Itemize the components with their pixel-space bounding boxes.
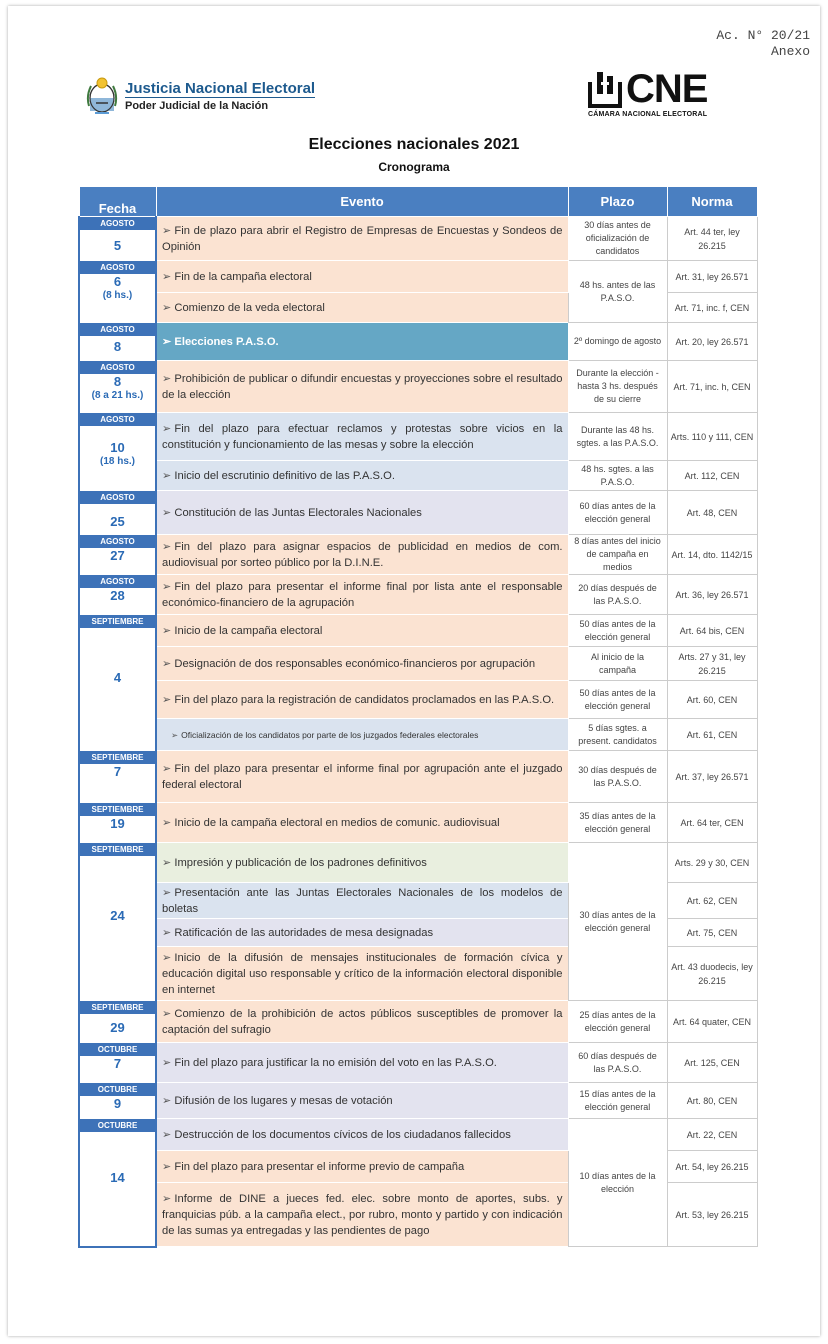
event-cell: ➢ Constitución de las Juntas Electorales Nacionales <box>156 491 568 535</box>
table-row <box>79 843 757 883</box>
event-cell: ➢ Fin del plazo para presentar el informe previo de campaña <box>156 1151 568 1183</box>
norma-cell: Art. 71, inc. f, CEN <box>667 293 757 323</box>
plazo-cell: 20 días después de las P.A.S.O. <box>568 575 667 615</box>
event-cell: ➢ Difusión de los lugares y mesas de votación <box>156 1083 568 1119</box>
norma-cell: Art. 48, CEN <box>667 491 757 535</box>
norma-cell: Art. 43 duodecis, ley 26.215 <box>667 947 757 1001</box>
event-cell: ➢ Fin de la campaña electoral <box>156 261 568 293</box>
norma-cell: Art. 14, dto. 1142/15 <box>667 535 757 575</box>
norma-cell: Art. 54, ley 26.215 <box>667 1151 757 1183</box>
norma-cell: Arts. 110 y 111, CEN <box>667 413 757 461</box>
norma-cell: Art. 62, CEN <box>667 883 757 919</box>
document-subtitle: Cronograma <box>378 160 450 174</box>
norma-cell: Art. 37, ley 26.571 <box>667 751 757 803</box>
ref-number: Ac. N° 20/21 <box>716 28 810 43</box>
plazo-cell: 50 días antes de la elección general <box>568 681 667 719</box>
date-cell: OCTUBRE 9 <box>79 1083 156 1119</box>
table-row <box>79 1083 757 1119</box>
header-fecha: Fecha <box>79 187 156 217</box>
plazo-cell: 30 días antes de oficialización de candidatos <box>568 217 667 261</box>
event-cell: ➢ Inicio de la campaña electoral <box>156 615 568 647</box>
event-cell: ➢ Designación de dos responsables económico-financieros por agrupación <box>156 647 568 681</box>
event-cell: ➢ Inicio de la campaña electoral en medios de comunic. audiovisual <box>156 803 568 843</box>
document-reference <box>716 28 810 60</box>
event-cell: ➢ Impresión y publicación de los padrones definitivos <box>156 843 568 883</box>
cne-subtitle: CÁMARA NACIONAL ELECTORAL <box>588 111 708 118</box>
header-norma: Norma <box>667 187 757 217</box>
table-row <box>79 535 757 575</box>
plazo-cell: 35 días antes de la elección general <box>568 803 667 843</box>
event-cell: ➢ Oficialización de los candidatos por parte de los juzgados federales electorales <box>156 719 568 751</box>
norma-cell: Art. 112, CEN <box>667 461 757 491</box>
date-cell: AGOSTO 10 (18 hs.) <box>79 413 156 491</box>
norma-cell: Art. 31, ley 26.571 <box>667 261 757 293</box>
plazo-cell: 30 días antes de la elección general <box>568 843 667 1001</box>
org-title: Justicia Nacional Electoral <box>125 79 316 97</box>
table-row <box>79 261 757 293</box>
plazo-cell: Durante la elección - hasta 3 hs. después de su cierre <box>568 361 667 413</box>
event-cell: ➢ Inicio de la difusión de mensajes institucionales de formación cívica y educación digital uso responsable y crítico de la información electoral disponible en internet <box>156 947 568 1001</box>
event-cell: ➢ Fin del plazo para la registración de candidatos proclamados en las P.A.S.O. <box>156 681 568 719</box>
ballot-box-icon <box>588 70 622 108</box>
date-cell: SEPTIEMBRE 29 <box>79 1001 156 1043</box>
date-cell: AGOSTO 27 <box>79 535 156 575</box>
event-cell: ➢ Fin del plazo para justificar la no emisión del voto en las P.A.S.O. <box>156 1043 568 1083</box>
norma-cell: Art. 64 ter, CEN <box>667 803 757 843</box>
plazo-cell: Durante las 48 hs. sgtes. a las P.A.S.O. <box>568 413 667 461</box>
table-row <box>79 615 757 647</box>
table-row <box>79 361 757 413</box>
argentina-seal-icon <box>85 76 119 116</box>
plazo-cell: 25 días antes de la elección general <box>568 1001 667 1043</box>
event-cell: ➢ Prohibición de publicar o difundir encuestas y proyecciones sobre el resultado de la elección <box>156 361 568 413</box>
event-cell: ➢ Fin de plazo para abrir el Registro de Empresas de Encuestas y Sondeos de Opinión <box>156 217 568 261</box>
event-cell: ➢ Comienzo de la veda electoral <box>156 293 568 323</box>
table-row <box>79 751 757 803</box>
cne-wordmark: CNE <box>626 67 708 111</box>
table-row <box>79 719 757 751</box>
table-row <box>79 323 757 361</box>
norma-cell: Art. 64 bis, CEN <box>667 615 757 647</box>
table-row <box>79 1043 757 1083</box>
plazo-cell: 48 hs. sgtes. a las P.A.S.O. <box>568 461 667 491</box>
date-cell: AGOSTO 25 <box>79 491 156 535</box>
date-cell: AGOSTO 8 (8 a 21 hs.) <box>79 361 156 413</box>
event-cell: ➢ Informe de DINE a jueces fed. elec. sobre monto de aportes, subs. y franquicias púb. a la campaña elect., por rubro, monto y partido y con indicación de las sumas ya entregadas y las pendientes de pago <box>156 1183 568 1247</box>
event-cell: ➢ Destrucción de los documentos cívicos de los ciudadanos fallecidos <box>156 1119 568 1151</box>
table-row <box>79 1001 757 1043</box>
norma-cell: Art. 80, CEN <box>667 1083 757 1119</box>
table-row <box>79 413 757 461</box>
event-cell: ➢ Ratificación de las autoridades de mesa designadas <box>156 919 568 947</box>
plazo-cell: 30 días después de las P.A.S.O. <box>568 751 667 803</box>
norma-cell: Art. 36, ley 26.571 <box>667 575 757 615</box>
table-header-row <box>79 187 757 217</box>
norma-cell: Art. 61, CEN <box>667 719 757 751</box>
date-cell: AGOSTO 8 <box>79 323 156 361</box>
norma-cell: Art. 75, CEN <box>667 919 757 947</box>
table-row <box>79 575 757 615</box>
date-cell: SEPTIEMBRE 19 <box>79 803 156 843</box>
jne-logo <box>85 76 315 116</box>
date-cell: OCTUBRE 7 <box>79 1043 156 1083</box>
norma-cell: Art. 64 quater, CEN <box>667 1001 757 1043</box>
plazo-cell: 10 días antes de la elección <box>568 1119 667 1247</box>
event-cell: ➢ Fin del plazo para efectuar reclamos y protestas sobre vicios en la constitución y funcionamiento de las mesas y sobre la elección <box>156 413 568 461</box>
norma-cell: Art. 60, CEN <box>667 681 757 719</box>
table-row <box>79 647 757 681</box>
table-row <box>79 461 757 491</box>
norma-cell: Arts. 29 y 30, CEN <box>667 843 757 883</box>
schedule-table <box>78 186 758 1248</box>
plazo-cell: 15 días antes de la elección general <box>568 1083 667 1119</box>
document-title: Elecciones nacionales 2021 <box>308 136 520 153</box>
event-cell: ➢ Fin del plazo para presentar el informe final por agrupación ante el juzgado federal electoral <box>156 751 568 803</box>
plazo-cell: Al inicio de la campaña <box>568 647 667 681</box>
event-cell: ➢ Presentación ante las Juntas Electorales Nacionales de los modelos de boletas <box>156 883 568 919</box>
date-cell: SEPTIEMBRE 7 <box>79 751 156 803</box>
plazo-cell: 8 días antes del inicio de campaña en medios <box>568 535 667 575</box>
event-cell: ➢ Fin del plazo para asignar espacios de publicidad en medios de com. audiovisual por sorteo público por la D.I.N.E. <box>156 535 568 575</box>
norma-cell: Arts. 27 y 31, ley 26.215 <box>667 647 757 681</box>
org-subtitle: Poder Judicial de la Nación <box>125 97 315 113</box>
plazo-cell: 5 días sgtes. a present. candidatos <box>568 719 667 751</box>
norma-cell: Art. 53, ley 26.215 <box>667 1183 757 1247</box>
table-row <box>79 217 757 261</box>
table-row <box>79 1119 757 1151</box>
norma-cell: Art. 125, CEN <box>667 1043 757 1083</box>
date-cell: AGOSTO 28 <box>79 575 156 615</box>
norma-cell: Art. 71, inc. h, CEN <box>667 361 757 413</box>
date-cell: AGOSTO 5 <box>79 217 156 261</box>
plazo-cell: 60 días antes de la elección general <box>568 491 667 535</box>
cne-logo <box>588 67 714 118</box>
norma-cell: Art. 22, CEN <box>667 1119 757 1151</box>
table-row <box>79 803 757 843</box>
plazo-cell: 60 días después de las P.A.S.O. <box>568 1043 667 1083</box>
header-evento: Evento <box>156 187 568 217</box>
event-cell: ➢ Fin del plazo para presentar el informe final por lista ante el responsable económico-financiero de la agrupación <box>156 575 568 615</box>
norma-cell: Art. 20, ley 26.571 <box>667 323 757 361</box>
event-cell: ➢ Elecciones P.A.S.O. <box>156 323 568 361</box>
table-row <box>79 681 757 719</box>
date-cell: AGOSTO 6 (8 hs.) <box>79 261 156 323</box>
plazo-cell: 2º domingo de agosto <box>568 323 667 361</box>
plazo-cell: 50 días antes de la elección general <box>568 615 667 647</box>
header-plazo: Plazo <box>568 187 667 217</box>
date-cell: OCTUBRE 14 <box>79 1119 156 1247</box>
plazo-cell: 48 hs. antes de las P.A.S.O. <box>568 261 667 323</box>
event-cell: ➢ Inicio del escrutinio definitivo de las P.A.S.O. <box>156 461 568 491</box>
event-cell: ➢ Comienzo de la prohibición de actos públicos susceptibles de promover la captación del sufragio <box>156 1001 568 1043</box>
ref-annex: Anexo <box>770 44 810 59</box>
date-cell: SEPTIEMBRE 4 <box>79 615 156 751</box>
date-cell: SEPTIEMBRE 24 <box>79 843 156 1001</box>
table-row <box>79 491 757 535</box>
norma-cell: Art. 44 ter, ley 26.215 <box>667 217 757 261</box>
